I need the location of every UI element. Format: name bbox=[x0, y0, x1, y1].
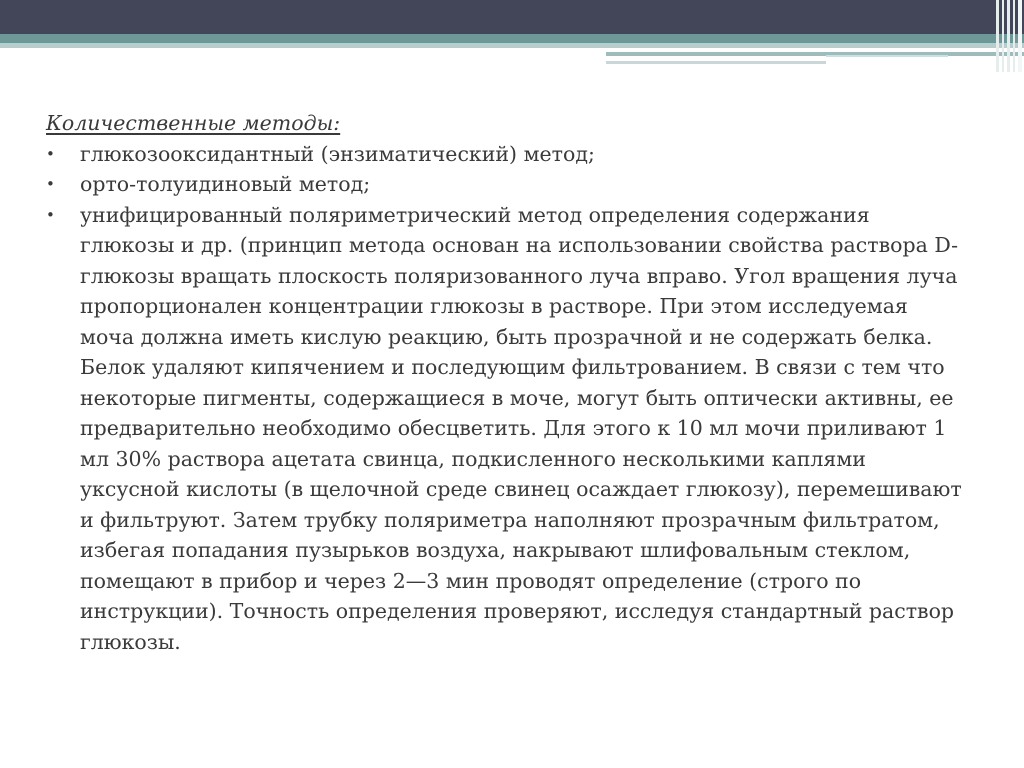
list-item bbox=[46, 139, 966, 170]
list-item-text: унифицированный поляриметрический метод определения содержания глюкозы и др. (принцип метода основан на использовании свойства раствора D-глюкозы вращать плоскость поляризованного луча вправо. Угол вращения луча пропорционален концентрации глюкозы в растворе. При этом исследуемая моча должна иметь кислую реакцию, быть прозрачной и не содержать белка. Белок удаляют кипячением и последующим фильтрованием. В связи с тем что некоторые пигменты, содержащиеся в моче, могут быть оптически активны, ее предварительно необходимо обесцветить. Для этого к 10 мл мочи приливают 1 мл 30% раствора ацетата свинца, подкисленного несколькими каплями уксусной кислоты (в щелочной среде свинец осаждает глюкозу), перемешивают и фильтруют. Затем трубку поляриметра наполняют прозрачным фильтратом, избегая попадания пузырьков воздуха, накрывают шлифовальным стеклом, помещают в прибор и через 2—3 мин проводят определение (строго по инструкции). Точность определения проверяют, исследуя стандартный раствор глюкозы. bbox=[80, 202, 962, 654]
list-item-text: глюкозооксидантный (энзиматический) метод; bbox=[80, 141, 595, 166]
list-item-text: орто-толуидиновый метод; bbox=[80, 172, 371, 196]
header-accent-line bbox=[606, 61, 826, 64]
bullet-icon: • bbox=[46, 144, 55, 163]
header-teal-band bbox=[0, 34, 1024, 43]
header-accent-line bbox=[606, 52, 1024, 56]
header-dark-band bbox=[0, 0, 1024, 34]
slide-header-decoration bbox=[0, 0, 1024, 78]
section-heading: Количественные методы: bbox=[46, 111, 341, 135]
list-item bbox=[46, 200, 966, 658]
list-item bbox=[46, 169, 966, 200]
slide-body bbox=[46, 108, 966, 657]
bullet-icon: • bbox=[46, 205, 55, 224]
bullet-icon: • bbox=[46, 175, 55, 193]
corner-stripes-decoration bbox=[994, 0, 1024, 78]
methods-list bbox=[46, 139, 966, 658]
header-light-band bbox=[0, 43, 1024, 48]
header-accent-line bbox=[826, 55, 948, 57]
